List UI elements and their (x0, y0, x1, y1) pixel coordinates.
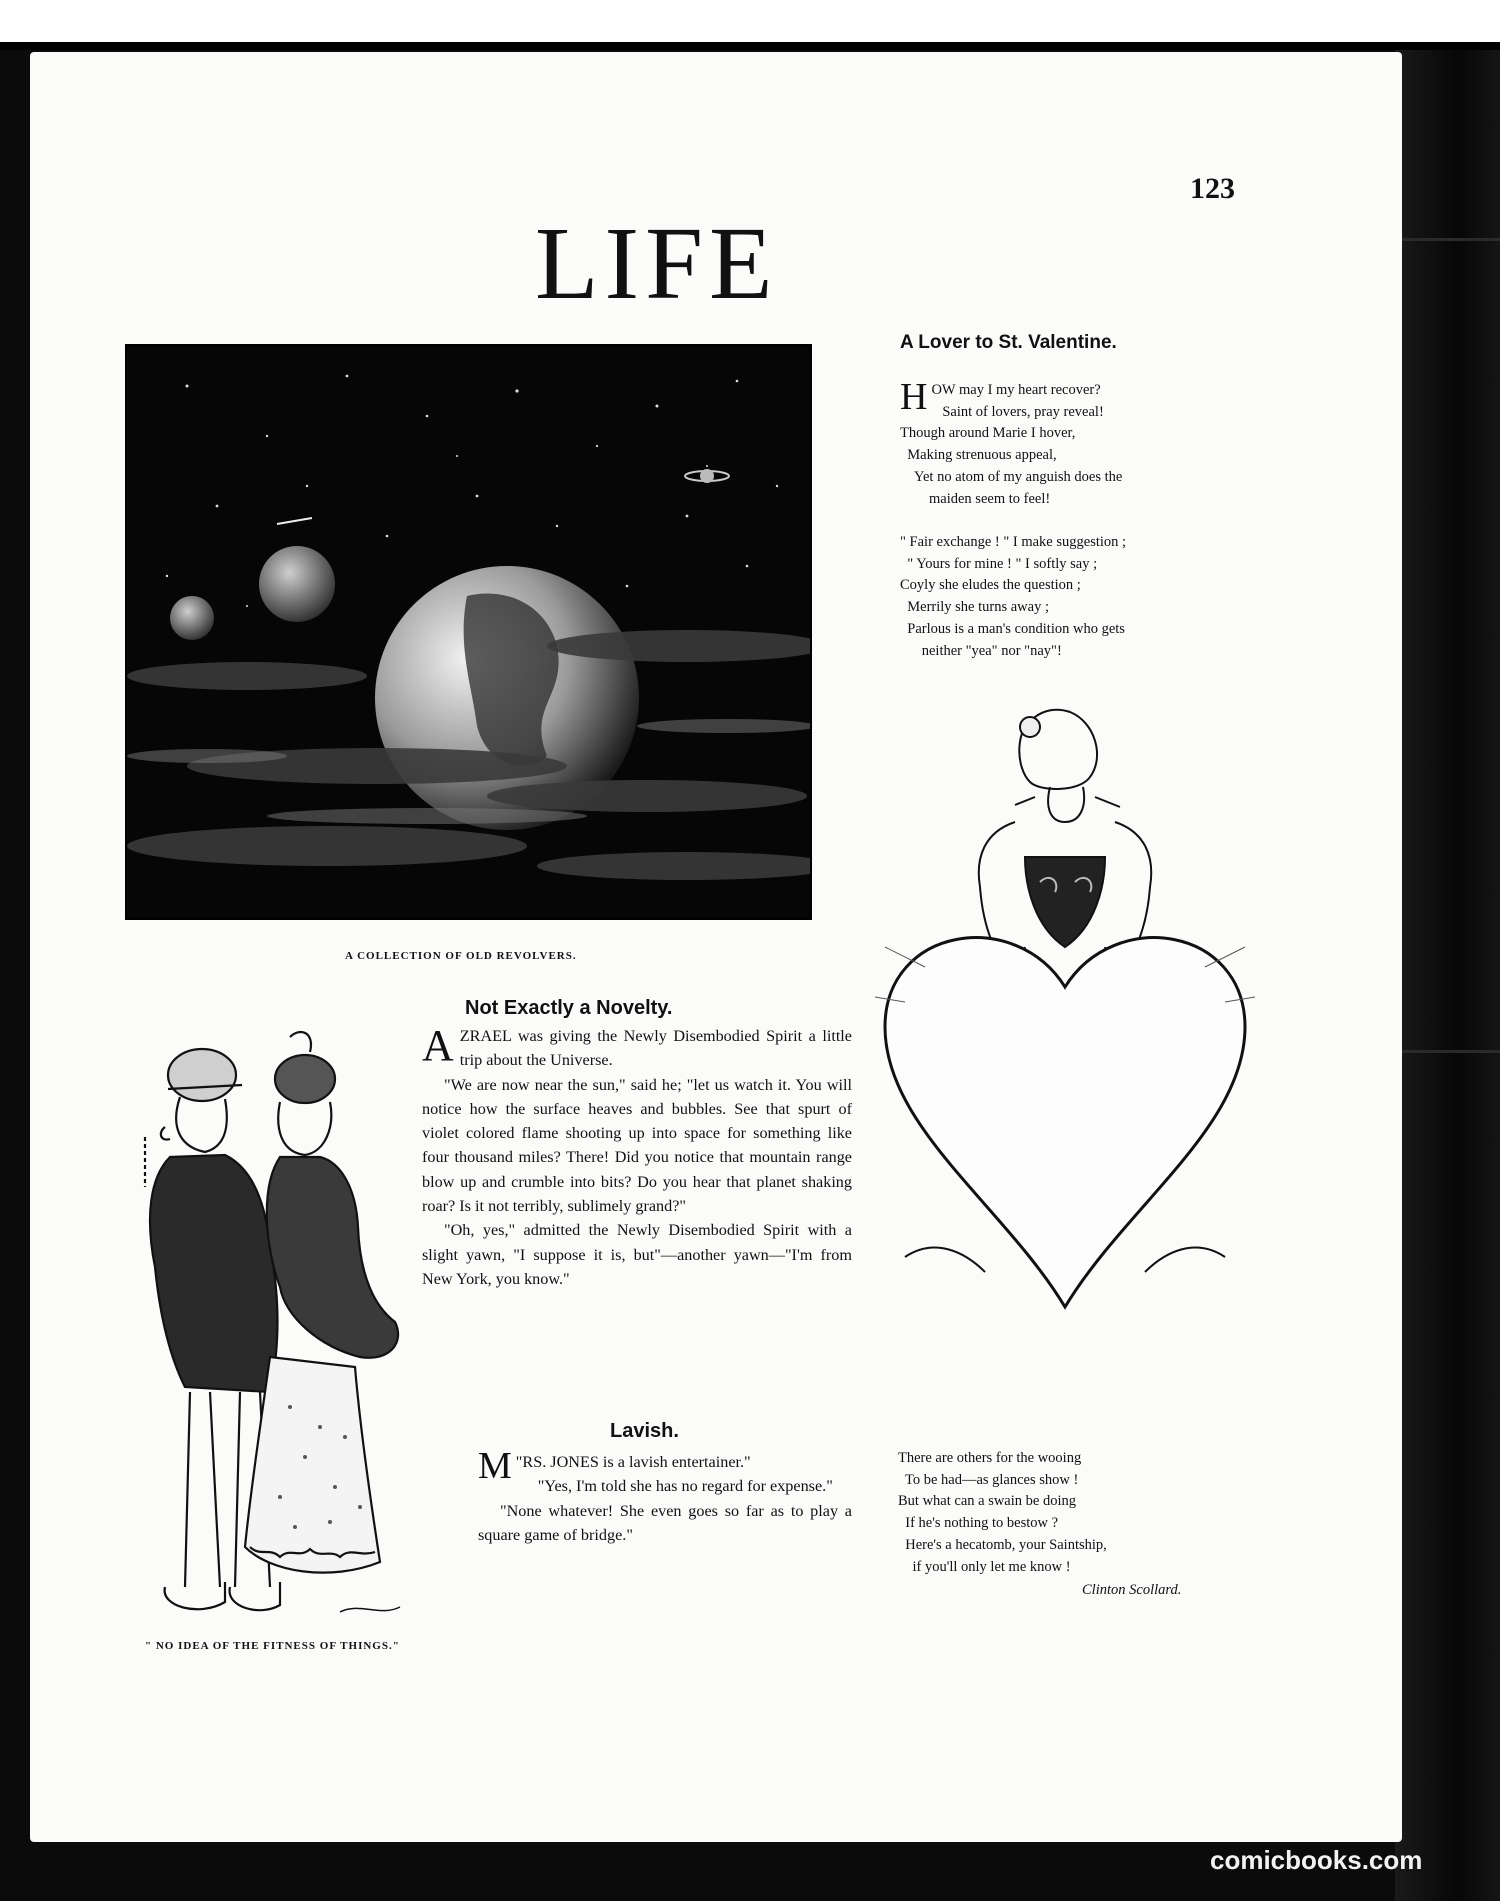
story-body (422, 1021, 852, 1291)
poem-title: A Lover to St. Valentine. (900, 332, 1117, 353)
couple-illustration (130, 1027, 430, 1632)
lavish-title: Lavish. (610, 1420, 679, 1442)
story-paragraph-1-text: ZRAEL was giving the Newly Disembodied Spirit a little trip about the Universe. (459, 1027, 852, 1070)
lavish-open-quote: " (515, 1453, 523, 1471)
story-title: Not Exactly a Novelty. (465, 997, 673, 1019)
poem-stanza-1-rest: Saint of lovers, pray reveal! Though around Marie I hover, Making strenuous appeal, Yet no atom of my anguish does the maiden seem to feel! (900, 403, 1123, 507)
lavish-body (478, 1445, 852, 1547)
poem-stanza-1-first-line: OW may I my heart recover? (931, 382, 1101, 398)
scan-top-margin (0, 0, 1500, 42)
scan-top-rule (0, 42, 1500, 50)
lavish-paragraph: "Yes, I'm told she has no regard for expense." (537, 1477, 833, 1496)
space-illustration-caption: A COLLECTION OF OLD REVOLVERS. (345, 950, 577, 962)
lavish-dropcap: M (478, 1445, 512, 1487)
space-illustration (125, 344, 812, 920)
story-dropcap: A (422, 1021, 454, 1070)
book-edge (1395, 50, 1500, 1901)
poem-stanza-3: There are others for the wooing To be had—as glances show ! But what can a swain be doing If he's nothing to bestow ? Here's a hecatomb, your Saintship, if you'll only let me know ! (898, 1450, 1107, 1575)
poem-stanza-1 (900, 376, 1290, 510)
lady-with-heart-illustration (865, 697, 1265, 1432)
story-paragraph: "We are now near the sun," said he; "let us watch it. You will notice how the surface heaves and bubbles. See that spurt of violet colored flame shooting up into space for something like four thousand miles? There! Did you notice that mountain range blow up and crumble into bits? Do you hear that planet shaking roar? Is it not terribly, sublimely grand?" (422, 1075, 852, 1216)
watermark: comicbooks.com (1210, 1845, 1423, 1875)
magazine-page (30, 52, 1402, 1842)
poem-stanza-2: " Fair exchange ! " I make suggestion ; " Yours for mine ! " I softly say ; Coyly she eludes the question ; Merrily she turns away ; Parlous is a man's condition who gets neither "yea" nor "nay"! (900, 534, 1127, 659)
page-number: 123 (1190, 172, 1235, 205)
story-paragraph: "Oh, yes," admitted the Newly Disembodied Spirit with a slight yawn, "I suppose it is, but"—another yawn—"I'm from New York, you know." (422, 1221, 852, 1288)
lavish-paragraph: "None whatever! She even goes so far as to play a square game of bridge." (478, 1501, 852, 1544)
couple-illustration-caption: " NO IDEA OF THE FITNESS OF THINGS." (145, 1640, 400, 1652)
story-paragraph (422, 1021, 852, 1073)
masthead-title: LIFE (535, 206, 779, 321)
lavish-paragraph-1-text: RS. JONES is a lavish entertainer." (522, 1453, 751, 1471)
poem-dropcap: H (900, 376, 928, 418)
poem-author: Clinton Scollard. (1082, 1582, 1182, 1598)
